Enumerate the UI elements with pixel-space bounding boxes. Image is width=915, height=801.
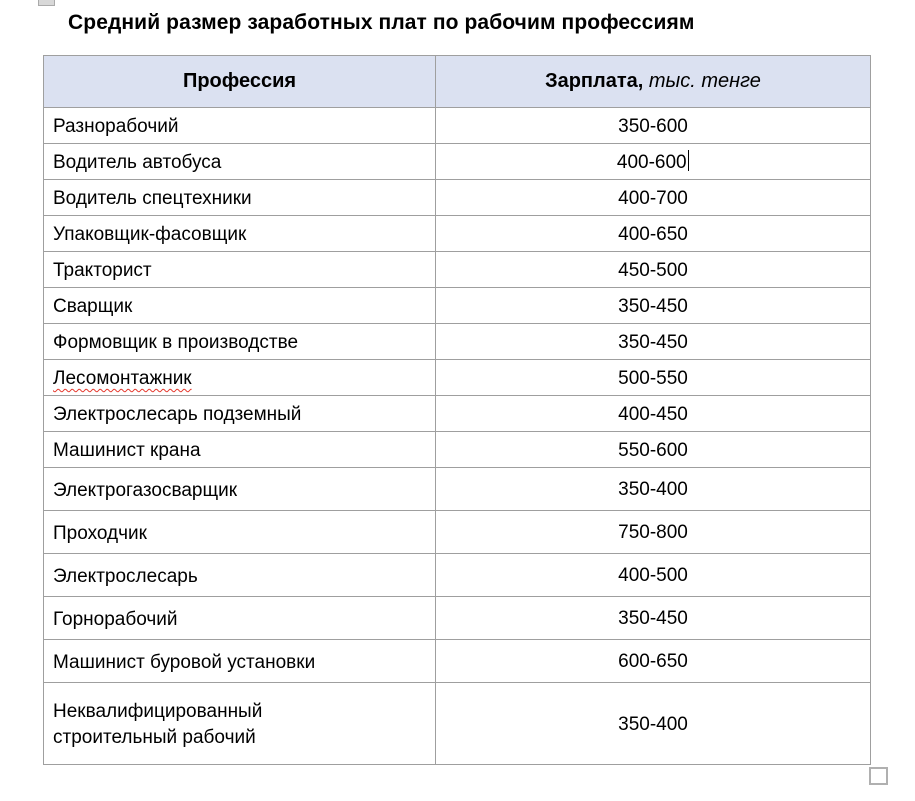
profession-cell[interactable] xyxy=(44,288,436,324)
table-row xyxy=(44,360,871,396)
profession-text: Электрослесарь подземный xyxy=(53,404,302,425)
table-row xyxy=(44,252,871,288)
salary-cell[interactable] xyxy=(436,180,871,216)
table-row xyxy=(44,108,871,144)
profession-cell[interactable] xyxy=(44,108,436,144)
salary-cell[interactable] xyxy=(436,216,871,252)
table-row xyxy=(44,216,871,252)
salary-text: 350-400 xyxy=(618,713,688,735)
table-resize-handle-icon[interactable] xyxy=(869,767,888,785)
profession-cell[interactable] xyxy=(44,468,436,511)
profession-cell[interactable] xyxy=(44,554,436,597)
profession-cell[interactable] xyxy=(44,640,436,683)
salary-cell[interactable] xyxy=(436,597,871,640)
table-row xyxy=(44,396,871,432)
salary-text: 750-800 xyxy=(618,522,688,543)
table-row xyxy=(44,324,871,360)
table-row xyxy=(44,288,871,324)
salary-cell[interactable] xyxy=(436,554,871,597)
document-title[interactable]: Средний размер заработных плат по рабочим профессиям xyxy=(68,11,695,34)
salary-text: 350-450 xyxy=(618,331,688,353)
profession-cell[interactable] xyxy=(44,683,436,765)
profession-text: Горнорабочий xyxy=(53,608,178,630)
profession-text: Формовщик в производстве xyxy=(53,332,299,353)
salary-cell[interactable] xyxy=(436,252,871,288)
salary-cell[interactable] xyxy=(436,640,871,683)
salary-cell[interactable] xyxy=(436,144,871,180)
profession-cell[interactable] xyxy=(44,252,436,288)
salary-text: 350-450 xyxy=(618,608,688,629)
profession-cell[interactable] xyxy=(44,432,436,468)
profession-text: Лесомонтажник xyxy=(53,368,192,389)
profession-cell[interactable] xyxy=(44,144,436,180)
profession-text: Проходчик xyxy=(53,522,147,544)
table-row xyxy=(44,511,871,554)
table-row xyxy=(44,554,871,597)
profession-text: Сварщик xyxy=(53,296,133,317)
profession-text: Неквалифицированный строительный рабочий xyxy=(53,700,263,748)
profession-cell[interactable] xyxy=(44,216,436,252)
header-salary-label: Зарплата, xyxy=(545,70,644,92)
table-row xyxy=(44,144,871,180)
salary-cell[interactable] xyxy=(436,468,871,511)
salary-cell[interactable] xyxy=(436,288,871,324)
table-body xyxy=(44,108,871,765)
table-row xyxy=(44,640,871,683)
salary-cell[interactable] xyxy=(436,432,871,468)
profession-cell[interactable] xyxy=(44,360,436,396)
salary-cell[interactable] xyxy=(436,360,871,396)
salary-cell[interactable] xyxy=(436,511,871,554)
profession-text: Водитель спецтехники xyxy=(53,188,252,209)
salary-text: 400-450 xyxy=(618,403,688,425)
salary-text: 400-650 xyxy=(618,223,688,245)
profession-cell[interactable] xyxy=(44,396,436,432)
salary-text: 600-650 xyxy=(618,651,688,672)
salary-text: 350-450 xyxy=(618,295,688,317)
salary-text: 400-600 xyxy=(616,151,687,173)
table-move-handle-icon xyxy=(38,0,55,6)
table-header-row xyxy=(44,56,871,108)
salary-text: 350-400 xyxy=(618,479,688,500)
profession-text: Разнорабочий xyxy=(53,116,179,137)
salary-text: 400-500 xyxy=(618,565,688,586)
profession-text: Водитель автобуса xyxy=(53,152,222,173)
salary-cell[interactable] xyxy=(436,108,871,144)
salary-cell[interactable] xyxy=(436,683,871,765)
header-salary-cell[interactable] xyxy=(436,56,871,108)
header-profession-cell[interactable] xyxy=(44,56,436,108)
table-row xyxy=(44,468,871,511)
salary-text: 500-550 xyxy=(618,367,688,389)
profession-cell[interactable] xyxy=(44,511,436,554)
table-row xyxy=(44,683,871,765)
profession-cell[interactable] xyxy=(44,324,436,360)
profession-cell[interactable] xyxy=(44,180,436,216)
salary-text: 550-600 xyxy=(618,439,688,461)
table-row xyxy=(44,180,871,216)
profession-cell[interactable] xyxy=(44,597,436,640)
profession-text: Машинист буровой установки xyxy=(53,651,316,673)
text-cursor xyxy=(688,150,690,171)
salary-text: 400-700 xyxy=(618,187,688,209)
salary-text: 450-500 xyxy=(618,259,688,281)
profession-text: Машинист крана xyxy=(53,440,201,461)
header-salary-unit-label: тыс. тенге xyxy=(648,70,761,92)
profession-text: Упаковщик-фасовщик xyxy=(53,224,247,245)
table-row xyxy=(44,432,871,468)
salary-cell[interactable] xyxy=(436,396,871,432)
salary-cell[interactable] xyxy=(436,324,871,360)
salary-table xyxy=(43,55,871,765)
profession-text: Тракторист xyxy=(53,260,152,281)
table-row xyxy=(44,597,871,640)
salary-text: 350-600 xyxy=(618,115,688,137)
header-profession-label: Профессия xyxy=(182,70,297,92)
profession-text: Электрослесарь xyxy=(53,565,198,587)
profession-text: Электрогазосварщик xyxy=(53,479,238,501)
